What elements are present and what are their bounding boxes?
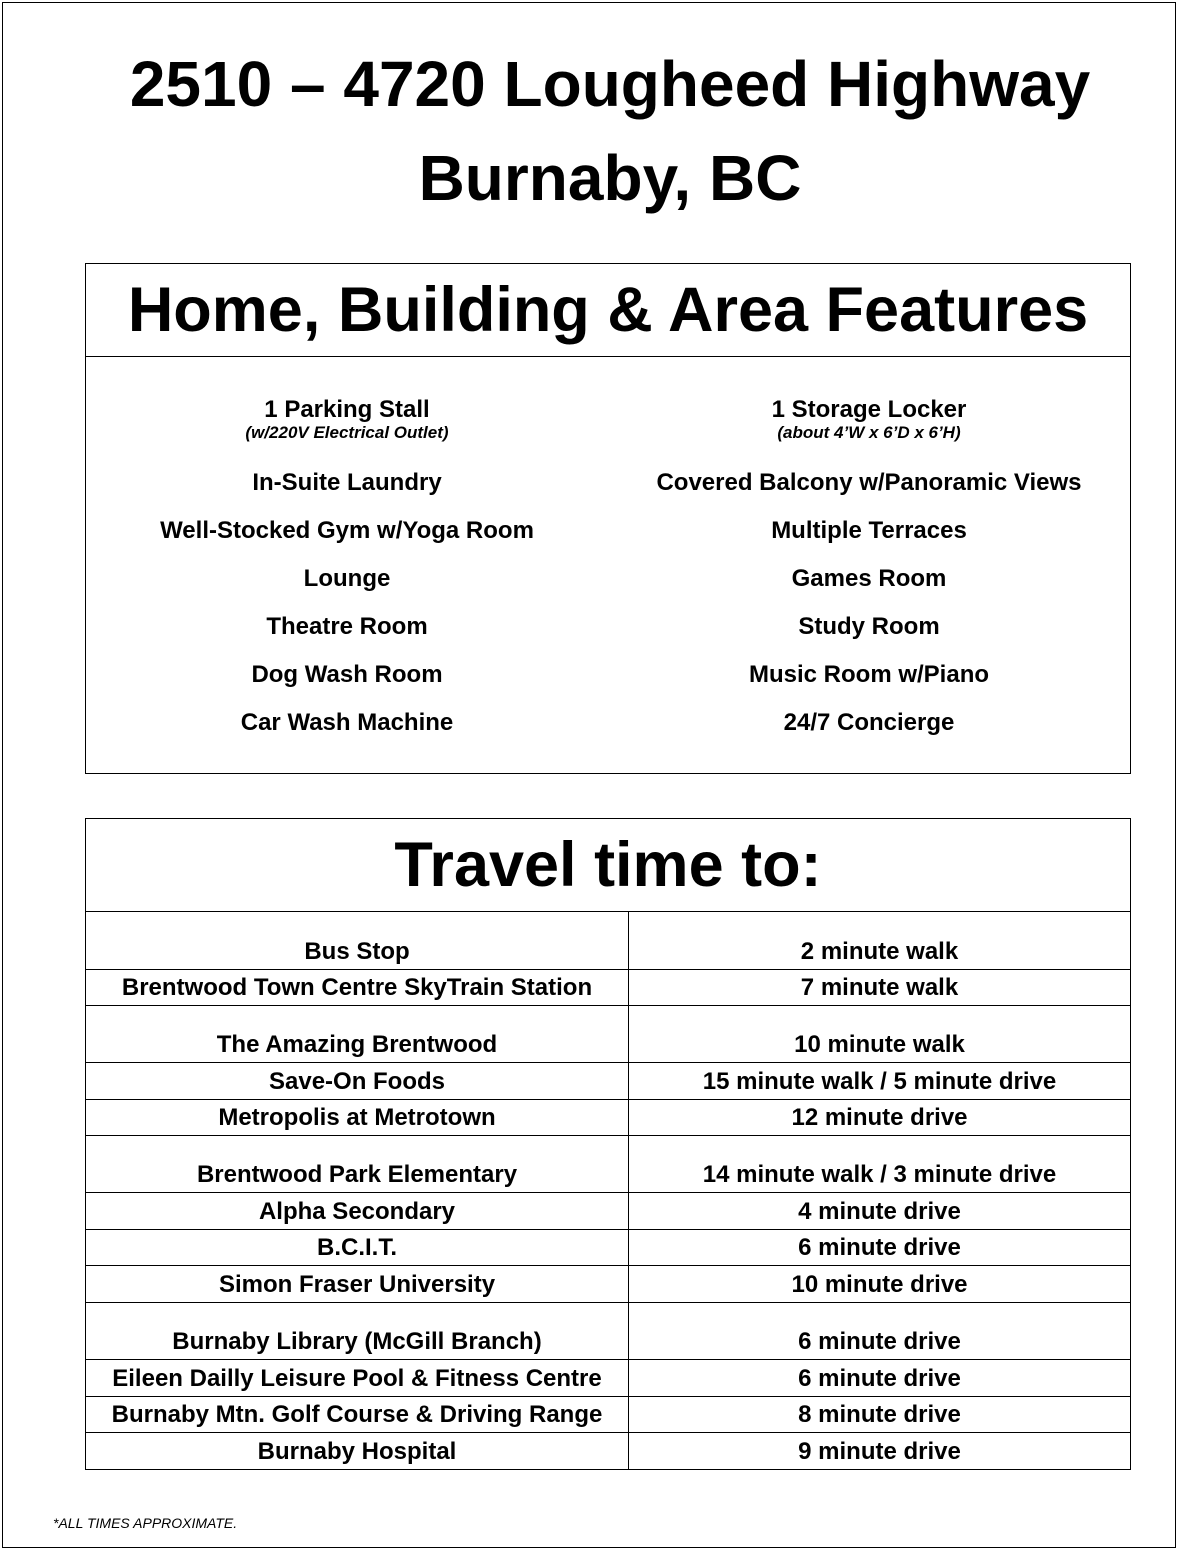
table-row (86, 1136, 1130, 1193)
travel-time-cell: 4 minute drive (629, 1193, 1131, 1230)
travel-time-cell: 9 minute drive (629, 1433, 1131, 1470)
table-row (86, 1006, 1130, 1063)
feature-item: Well-Stocked Gym w/Yoga Room (160, 517, 534, 544)
travel-time-cell: 2 minute walk (800, 937, 959, 965)
destination-cell: Save-On Foods (86, 1063, 629, 1100)
travel-time-cell: 15 minute walk / 5 minute drive (629, 1063, 1131, 1100)
feature-note: (w/220V Electrical Outlet) (245, 423, 449, 442)
feature-item: Music Room w/Piano (748, 661, 990, 688)
feature-item: Games Room (791, 565, 947, 592)
address-line: 2510 – 4720 Lougheed Highway (129, 48, 1091, 120)
travel-time-cell: 6 minute drive (629, 1229, 1131, 1266)
travel-time-cell: 12 minute drive (629, 1099, 1131, 1136)
destination-cell: Bus Stop (86, 912, 629, 969)
destination-cell: Eileen Dailly Leisure Pool & Fitness Centre (86, 1360, 629, 1397)
feature-item: Car Wash Machine (240, 709, 454, 736)
travel-title: Travel time to: (86, 819, 1130, 912)
features-title: Home, Building & Area Features (86, 264, 1130, 357)
features-box (85, 263, 1131, 774)
travel-time-cell: 7 minute walk (629, 969, 1131, 1006)
table-row (86, 912, 1130, 969)
footnote: *ALL TIMES APPROXIMATE. (53, 1515, 238, 1531)
destination-cell: Simon Fraser University (86, 1266, 629, 1303)
destination-cell: Brentwood Town Centre SkyTrain Station (86, 969, 629, 1006)
feature-item: Covered Balcony w/Panoramic Views (656, 469, 1082, 496)
destination-cell: Burnaby Library (McGill Branch) (86, 1303, 629, 1360)
travel-box (85, 818, 1131, 1470)
travel-time-cell: 8 minute drive (629, 1396, 1131, 1433)
travel-time-cell: 6 minute drive (629, 1360, 1131, 1397)
destination-cell: Burnaby Hospital (86, 1433, 629, 1470)
destination-cell: B.C.I.T. (86, 1229, 629, 1266)
feature-item: 1 Parking Stall (264, 396, 430, 423)
table-row (86, 1229, 1130, 1266)
table-row (86, 1360, 1130, 1397)
destination-cell: Burnaby Mtn. Golf Course & Driving Range (86, 1396, 629, 1433)
table-row (86, 1193, 1130, 1230)
table-row (86, 1396, 1130, 1433)
destination-cell: Brentwood Park Elementary (86, 1136, 629, 1193)
travel-table (86, 912, 1130, 1469)
feature-item: 1 Storage Locker (771, 396, 967, 423)
feature-item: Multiple Terraces (771, 517, 967, 544)
table-row (86, 1063, 1130, 1100)
feature-item: Dog Wash Room (251, 661, 443, 688)
travel-time-cell: 10 minute walk (629, 1006, 1131, 1063)
table-row (86, 1433, 1130, 1470)
features-left-column (86, 396, 608, 757)
destination-cell: The Amazing Brentwood (86, 1006, 629, 1063)
destination-cell: Metropolis at Metrotown (86, 1099, 629, 1136)
city-line: Burnaby, BC (418, 142, 802, 214)
feature-note: (about 4’W x 6’D x 6’H) (777, 423, 961, 442)
table-row (86, 1303, 1130, 1360)
feature-item: 24/7 Concierge (783, 709, 955, 736)
table-row (86, 1266, 1130, 1303)
table-row (86, 969, 1130, 1006)
feature-item: Study Room (798, 613, 940, 640)
destination-cell: Alpha Secondary (86, 1193, 629, 1230)
table-row (86, 1099, 1130, 1136)
travel-time-cell: 14 minute walk / 3 minute drive (629, 1136, 1131, 1193)
travel-time-cell: 6 minute drive (629, 1303, 1131, 1360)
travel-time-cell: 10 minute drive (629, 1266, 1131, 1303)
features-right-column (608, 396, 1130, 757)
feature-item: In-Suite Laundry (252, 469, 442, 496)
feature-item: Theatre Room (266, 613, 428, 640)
feature-item: Lounge (303, 565, 391, 592)
